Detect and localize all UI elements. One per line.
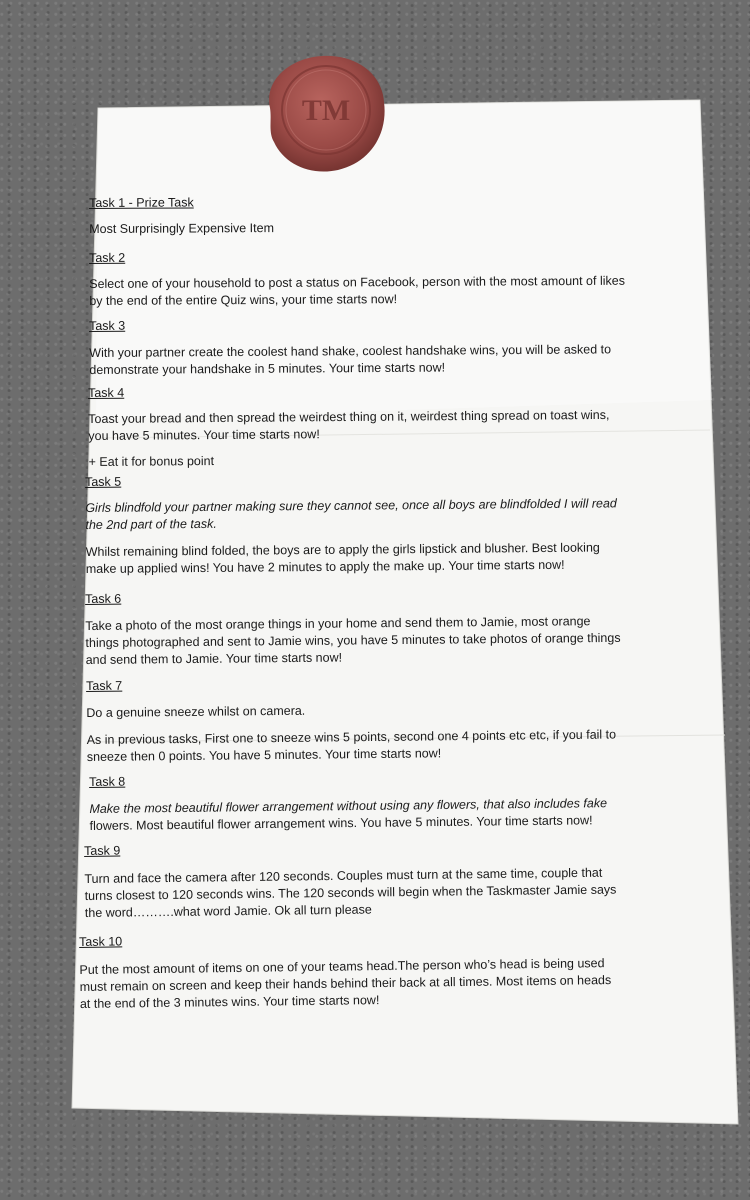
task-text: the word……….what word Jamie. Ok all turn please	[84, 902, 372, 920]
task-text: As in previous tasks, First one to sneeze wins 5 points, second one 4 points etc etc, if you fail to	[86, 727, 617, 747]
task-text: Whilst remaining blind folded, the boys are to apply the girls lipstick and blusher. Best looking	[85, 540, 600, 559]
task-text: make up applied wins! You have 2 minutes to apply the make up. Your time starts now!	[85, 557, 565, 576]
task-title: Task 3	[89, 318, 126, 333]
task-text: demonstrate your handshake in 5 minutes. Your time starts now!	[89, 360, 446, 377]
task-title: Task 2	[89, 250, 126, 265]
task-title: Task 5	[85, 474, 122, 489]
task-title: Task 10	[79, 934, 123, 949]
seal-monogram: TM	[301, 94, 351, 127]
task-text: turns closest to 120 seconds wins. The 120 seconds will begin when the Taskmaster Jamie says	[84, 882, 617, 903]
task-9	[84, 837, 617, 922]
task-text: and send them to Jamie. Your time starts now!	[85, 650, 343, 667]
task-title: Task 6	[85, 591, 122, 606]
task-text: flowers. Most beautiful flower arrangement wins. You have 5 minutes. Your time starts now!	[89, 813, 593, 833]
task-6	[85, 586, 621, 669]
task-text: Turn and face the camera after 120 seconds. Couples must turn at the same time, couple that	[84, 865, 603, 886]
task-5	[85, 469, 617, 578]
bonus-note: + Eat it for bonus point	[88, 454, 215, 469]
task-text: things photographed and sent to Jamie wins, you have 5 minutes to take photos of orange things	[85, 630, 621, 650]
task-text: at the end of the 3 minutes wins. Your time starts now!	[79, 993, 380, 1011]
task-text: by the end of the entire Quiz wins, your time starts now!	[89, 292, 398, 308]
task-10	[79, 927, 612, 1013]
task-1	[89, 194, 274, 238]
task-text: Select one of your household to post a status on Facebook, person with the most amount of likes	[89, 273, 625, 291]
task-text: With your partner create the coolest hand shake, coolest handshake wins, you will be asked to	[89, 342, 612, 360]
task-text: sneeze then 0 points. You have 5 minutes. Your time starts now!	[86, 746, 442, 764]
task-title: Task 9	[84, 843, 121, 858]
task-title: Task 7	[86, 678, 123, 693]
task-8	[89, 768, 607, 835]
task-4	[88, 381, 610, 471]
task-text-italic: Girls blindfold your partner making sure they cannot see, once all boys are blindfolded I will read	[85, 496, 617, 515]
task-text: Most Surprisingly Expensive Item	[89, 221, 275, 236]
task-title: Task 4	[88, 385, 125, 400]
task-text-italic: the 2nd part of the task.	[85, 516, 217, 532]
task-3	[89, 314, 611, 379]
task-text: must remain on screen and keep their hands behind their back at all times. Most items on heads	[79, 973, 612, 994]
task-2	[89, 247, 625, 310]
task-text-italic: Make the most beautiful flower arrangement without using any flowers, that also includes fake	[89, 796, 608, 816]
task-text: Take a photo of the most orange things in your home and send them to Jamie, most orange	[85, 614, 591, 633]
task-text: Put the most amount of items on one of your teams head.The person who’s head is being used	[79, 956, 605, 977]
task-text: Do a genuine sneeze whilst on camera.	[86, 703, 306, 720]
task-text: you have 5 minutes. Your time starts now!	[88, 427, 320, 443]
task-title: Task 8	[89, 774, 126, 789]
task-title: Task 1 - Prize Task	[89, 195, 194, 210]
task-text: Toast your bread and then spread the weirdest thing on it, weirdest thing spread on toast wins,	[88, 407, 610, 426]
task-7	[86, 672, 616, 766]
